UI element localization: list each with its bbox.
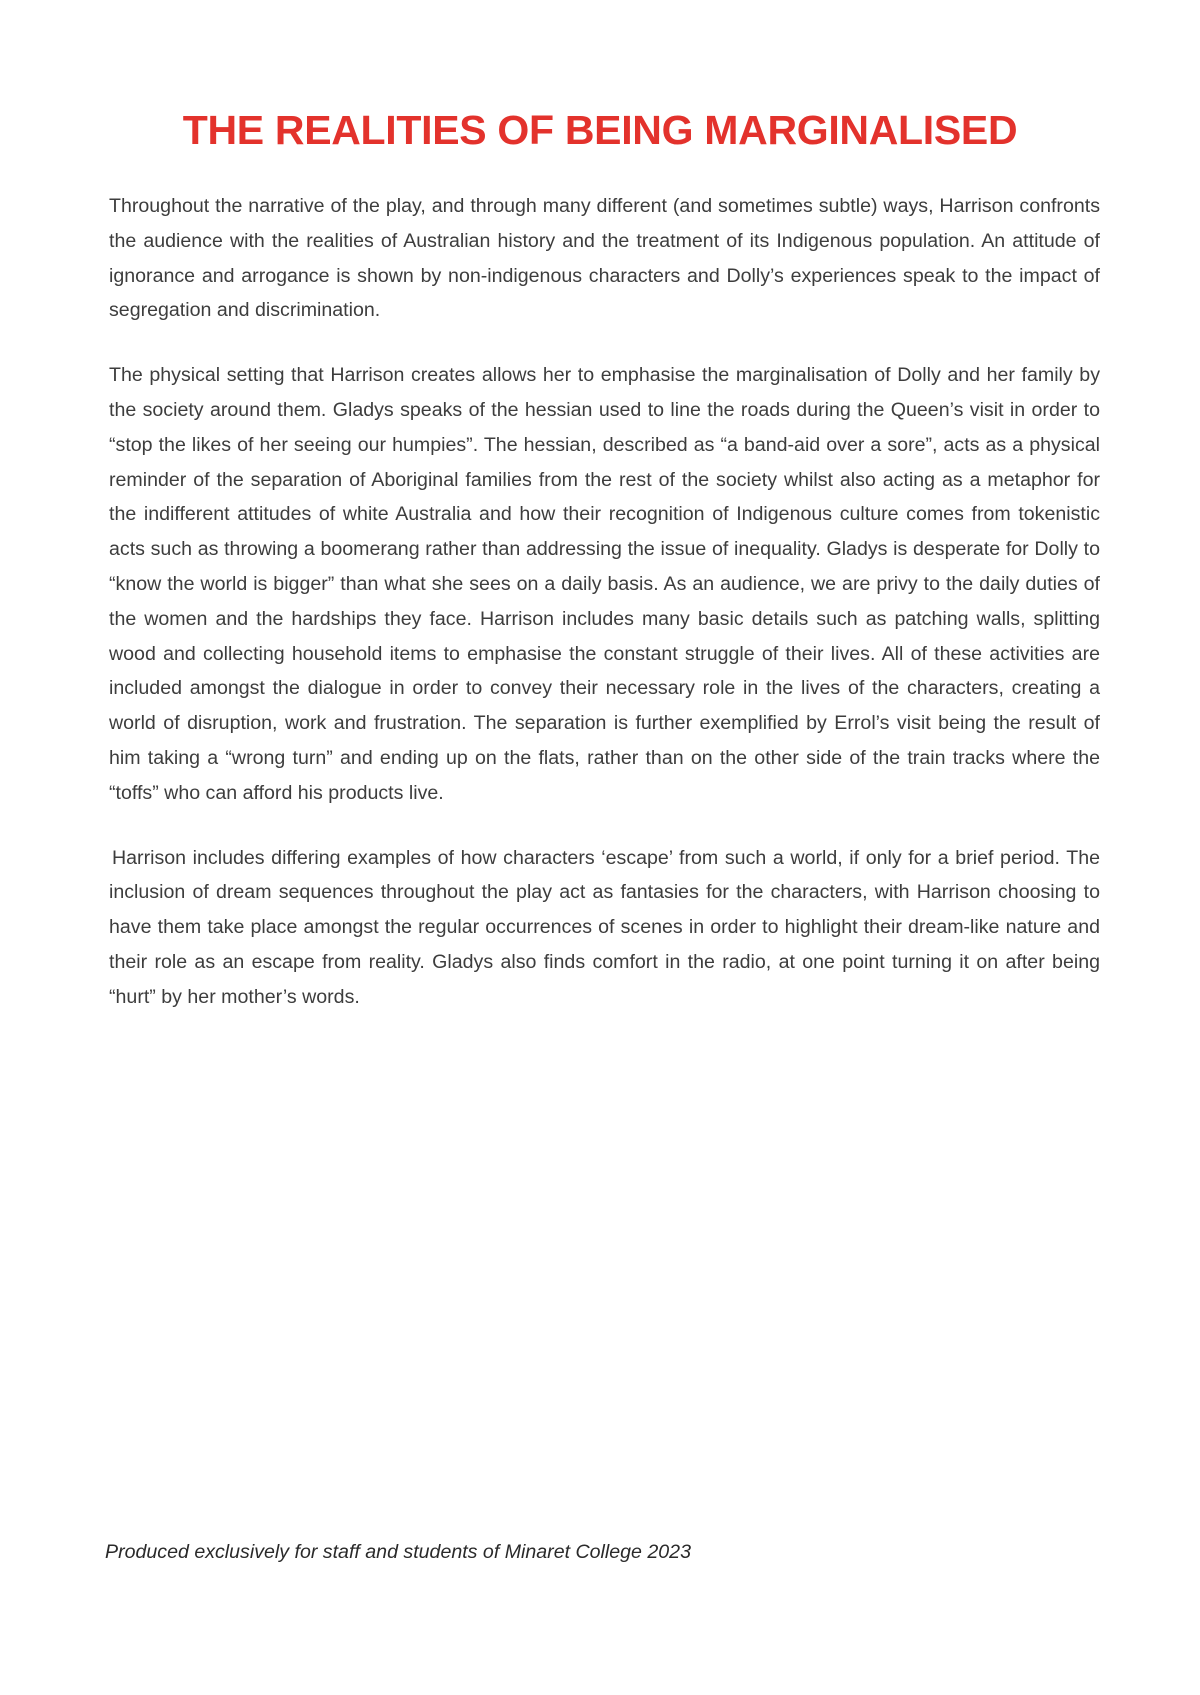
paragraph-intro: Throughout the narrative of the play, and through many different (and sometimes subtle) ways, Harrison confronts the audience with the realities of Australian history and the treatment of its Indigenous population. An attitude of ignorance and arrogance is shown by non-indigenous characters and Dolly’s experiences speak to the impact of segregation and discrimination.	[109, 195, 1100, 322]
page-title: THE REALITIES OF BEING MARGINALISED	[182, 107, 1018, 153]
document-footer: Produced exclusively for staff and students of Minaret College 2023	[105, 1541, 691, 1563]
paragraph-physical-setting: The physical setting that Harrison creates allows her to emphasise the marginalisation of Dolly and her family by the society around them. Gladys speaks of the hessian used to line the roads during the Queen’s visit in order to “stop the likes of her seeing our humpies”. The hessian, described as “a band-aid over a sore”, acts as a physical reminder of the separation of Aboriginal families from the rest of the society whilst also acting as a metaphor for the indifferent attitudes of white Australia and how their recognition of Indigenous culture comes from tokenistic acts such as throwing a boomerang rather than addressing the issue of inequality. Gladys is desperate for Dolly to “know the world is bigger” than what she sees on a daily basis. As an audience, we are privy to the daily duties of the women and the hardships they face. Harrison includes many basic details such as patching walls, splitting wood and collecting household items to emphasise the constant struggle of their lives. All of these activities are included amongst the dialogue in order to convey their necessary role in the lives of the characters, creating a world of disruption, work and frustration. The separation is further exemplified by Errol’s visit being the result of him taking a “wrong turn” and ending up on the flats, rather than on the other side of the train tracks where the “toffs” who can afford his products live.	[109, 364, 1100, 804]
paragraph-escape: Harrison includes differing examples of how characters ‘escape’ from such a world, if only for a brief period. The inclusion of dream sequences throughout the play act as fantasies for the characters, with Harrison choosing to have them take place amongst the regular occurrences of scenes in order to highlight their dream-like nature and their role as an escape from reality. Gladys also finds comfort in the radio, at one point turning it on after being “hurt” by her mother’s words.	[109, 846, 1100, 1008]
document-body	[109, 189, 1100, 1045]
